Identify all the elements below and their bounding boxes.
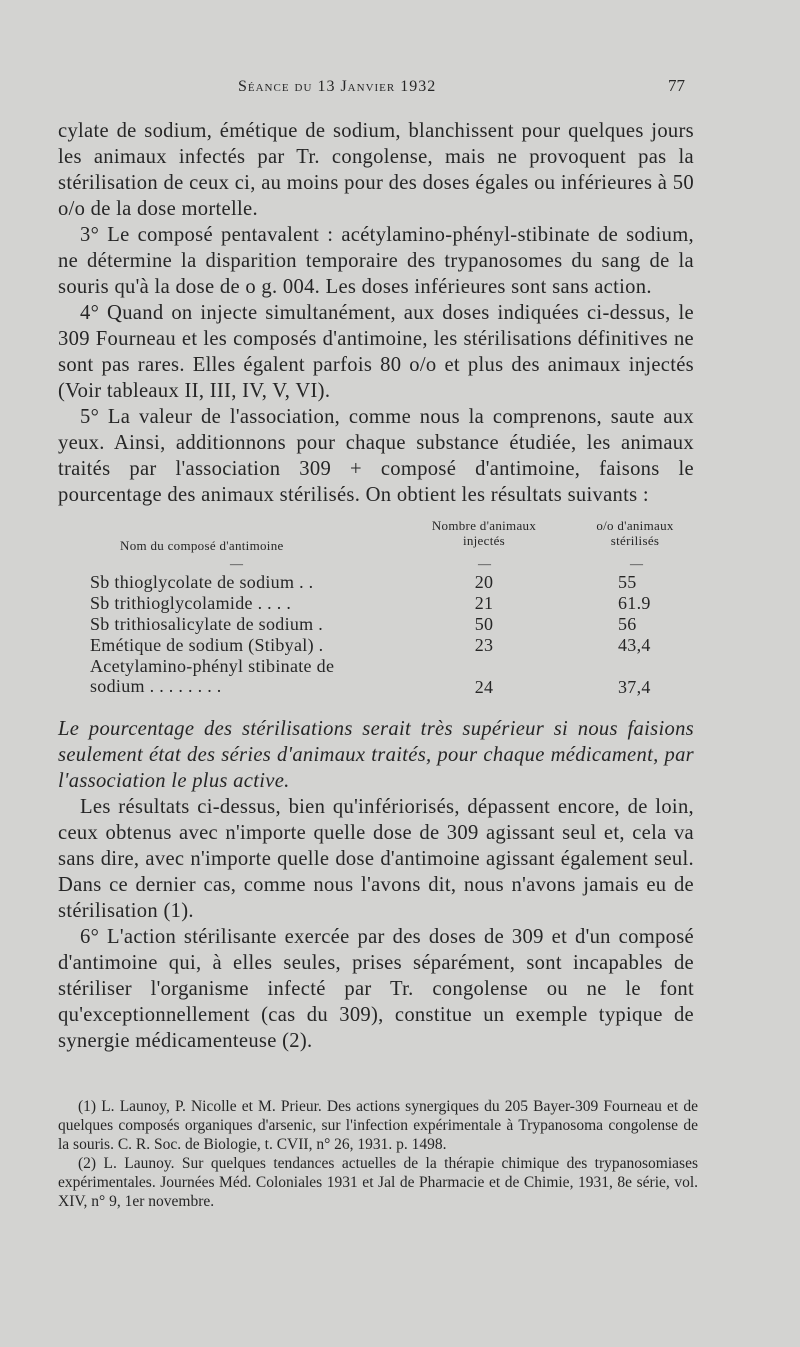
paragraph-5: Le pourcentage des stérilisations serait très supérieur si nous faisions seulement état des séries d'animaux traités, pour chaque médicament, par l'association le plus active. — [58, 718, 694, 792]
footnote-2: (2) L. Launoy. Sur quelques tendances actuelles de la thérapie chimique des trypanosomiases expérimentales. Journées Méd. Coloniales 1931 et Jal de Pharmacie et de Chimie, 1931, 8e série, vol. XIV, n° 9, 1er novembre. — [58, 1155, 698, 1210]
running-head: Séance du 13 Janvier 1932 — [238, 78, 437, 95]
paragraph-3: 4° Quand on injecte simultanément, aux doses indiquées ci-dessus, le 309 Fourneau et les composés d'antimoine, les stérilisations définitives ne sont pas rares. Elles égalent parfois 80 o/o et plus des animaux injectés (Voir tableaux II, III, IV, V, VI). — [58, 302, 694, 402]
page-header — [0, 76, 800, 102]
column-header-name: Nom du composé d'antimoine — [120, 538, 284, 553]
paragraph-4: 5° La valeur de l'association, comme nous la comprenons, saute aux yeux. Ainsi, additionnons pour chaque substance étudiée, les animaux traités par l'association 309 + composé d'antimoine, faisons le pourcentage des animaux stérilisés. On obtient les résultats suivants : — [58, 406, 694, 506]
paragraph-1: cylate de sodium, émétique de sodium, blanchissent pour quelques jours les animaux infectés par Tr. congolense, mais ne provoquent pas la stérilisation de ceux ci, au moins pour des doses égales ou inférieures à 50 o/o de la dose mortelle. — [58, 120, 694, 220]
row-injected: 24 — [474, 677, 494, 697]
row-injected: 50 — [474, 614, 494, 634]
body-text — [58, 118, 694, 1054]
column-dash-name: — — [230, 556, 244, 571]
column-header-injected: Nombre d'animaux injectés — [431, 518, 537, 548]
table-row — [58, 614, 694, 635]
row-sterilized: 55 — [618, 572, 637, 592]
table-header — [58, 510, 694, 572]
paragraph-6: Les résultats ci-dessus, bien qu'infériorisés, dépassent encore, de loin, ceux obtenus avec n'importe quelle dose de 309 agissant seul et, cela va sans dire, avec n'importe quelle dose d'antimoine agissant également seul. Dans ce dernier cas, comme nous l'avons dit, nous n'avons jamais eu de stérilisation (1). — [58, 796, 694, 922]
row-name: Sb trithioglycolamide . . . . — [90, 593, 292, 613]
paragraph-7: 6° L'action stérilisante exercée par des doses de 309 et d'un composé d'antimoine qui, à elles seules, prises séparément, sont incapables de stériliser l'organisme infecté par Tr. congolense ou ne le font qu'exceptionnellement (cas du 309), constitue un exemple typique de synergie médicamenteuse (2). — [58, 926, 694, 1052]
row-sterilized: 37,4 — [618, 677, 651, 697]
page-number: 77 — [668, 76, 685, 95]
table-row — [58, 572, 694, 593]
results-table — [58, 572, 694, 698]
table-row — [58, 656, 694, 698]
row-injected: 23 — [474, 635, 494, 655]
row-name: Emétique de sodium (Stibyal) . — [90, 635, 324, 655]
row-sterilized: 56 — [618, 614, 637, 634]
footnotes — [58, 1097, 698, 1211]
column-dash-injected: — — [478, 556, 492, 571]
row-injected: 20 — [474, 572, 494, 592]
paragraph-2: 3° Le composé pentavalent : acétylamino-phényl-stibinate de sodium, ne détermine la disparition temporaire des trypanosomes du sang de la souris qu'à la dose de o g. 004. Les doses inférieures sont sans action. — [58, 224, 694, 298]
row-name: Acetylamino-phényl stibinate de sodium . . . . . . . . — [90, 656, 335, 696]
row-sterilized: 43,4 — [618, 635, 651, 655]
column-dash-sterilized: — — [630, 556, 644, 571]
row-sterilized: 61.9 — [618, 593, 651, 613]
table-row — [58, 593, 694, 614]
column-header-sterilized: o/o d'animaux stérilisés — [596, 518, 674, 548]
row-name: Sb trithiosalicylate de sodium . — [90, 614, 324, 634]
table-row — [58, 635, 694, 656]
row-name: Sb thioglycolate de sodium . . — [90, 572, 314, 592]
row-injected: 21 — [474, 593, 494, 613]
footnote-1: (1) L. Launoy, P. Nicolle et M. Prieur. Des actions synergiques du 205 Bayer-309 Fourneau et de quelques composés organiques d'arsenic, sur l'infection expérimentale à Trypanosoma congolense de la souris. C. R. Soc. de Biologie, t. CVII, n° 26, 1931. p. 1498. — [58, 1098, 698, 1153]
